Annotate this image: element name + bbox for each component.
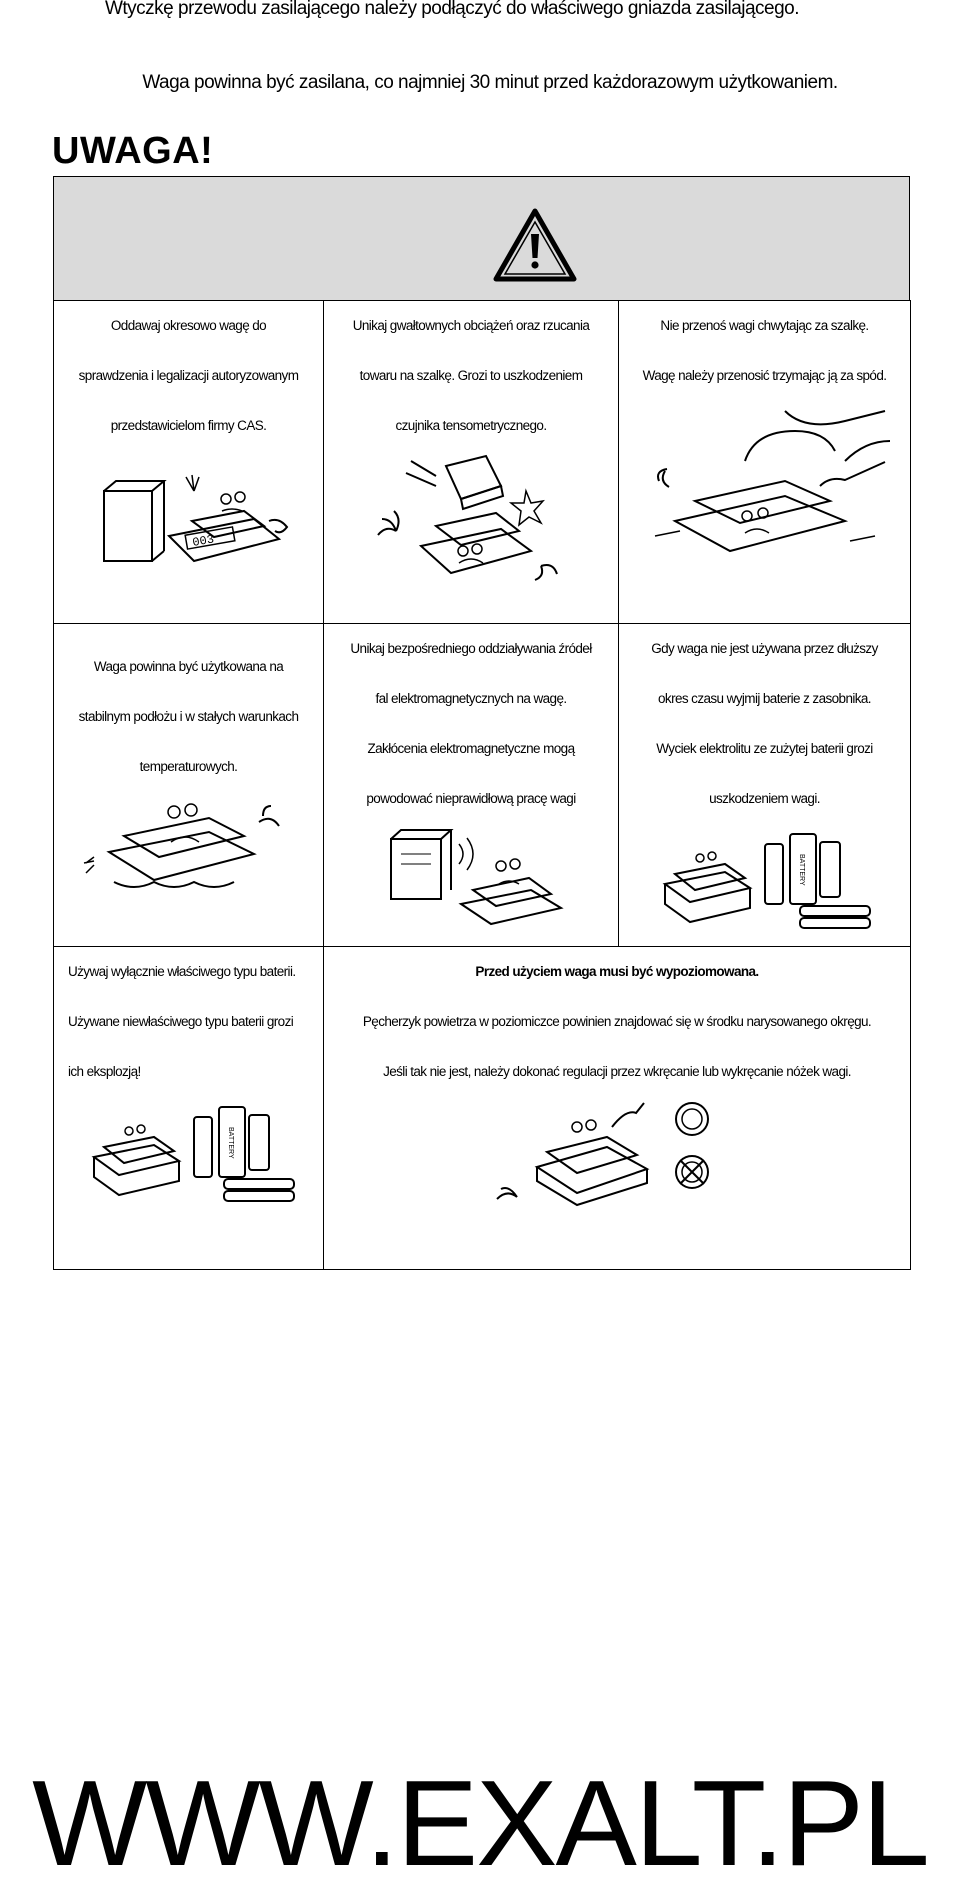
- warning-banner: [53, 176, 910, 301]
- cell-text-line: Używaj wyłącznie właściwego typu baterii.: [68, 964, 296, 979]
- warmup-note: Waga powinna być zasilana, co najmniej 30 minut przed każdorazowym użytkowaniem.: [142, 72, 838, 93]
- cell-stable-surface: [54, 624, 324, 947]
- cell-carry-properly: [619, 301, 911, 624]
- cell-calibration: [54, 301, 324, 624]
- cell-text-line: Używane niewłaściwego typu baterii grozi: [68, 1014, 294, 1029]
- cell-text-line: okres czasu wyjmij baterie z zasobnika.: [658, 691, 871, 706]
- cell-text-line: Zakłócenia elektromagnetyczne mogą: [367, 741, 575, 756]
- cell-text-line: sprawdzenia i legalizacji autoryzowanym: [78, 368, 299, 383]
- precautions-table: [53, 300, 911, 1270]
- scale-batteries-illustration: [74, 1097, 304, 1207]
- shaking-scale-illustration: [79, 792, 299, 902]
- battery-label: BATTERY: [226, 1127, 234, 1159]
- cell-text-line: powodować nieprawidłową pracę wagi: [366, 791, 576, 806]
- cell-text-line: stabilnym podłożu i w stałych warunkach: [78, 709, 299, 724]
- website-url: WWW.EXALT.PL: [32, 1755, 928, 1891]
- cell-text-line: Wagę należy przenosić trzymając ją za spód.: [642, 368, 887, 383]
- falling-box-illustration: [351, 451, 591, 601]
- cell-text-line: Unikaj bezpośredniego oddziaływania źródeł: [350, 641, 592, 656]
- warning-triangle-icon: [493, 208, 577, 282]
- cell-text-line: Unikaj gwałtownych obciążeń oraz rzucania: [352, 318, 590, 333]
- cell-text-line: Oddawaj okresowo wagę do: [110, 318, 267, 333]
- cell-text-line: Wyciek elektrolitu ze zużytej baterii grozi: [656, 741, 873, 756]
- cell-text-line: Nie przenoś wagi chwytając za szalkę.: [660, 318, 869, 333]
- cell-leveling: [324, 947, 911, 1270]
- cell-text-line: Pęcherzyk powietrza w poziomiczce powinien znajdować się w środku narysowanego okręgu.: [362, 1014, 872, 1029]
- radio-interference-illustration: [361, 824, 581, 934]
- power-plug-note: Wtyczkę przewodu zasilającego należy podłączyć do właściwego gniazda zasilającego.: [104, 0, 800, 19]
- warning-heading: UWAGA!: [52, 130, 214, 172]
- cell-remove-batteries: [619, 624, 911, 947]
- cell-text-line: uszkodzeniem wagi.: [709, 791, 820, 806]
- cell-electromagnetic: [324, 624, 619, 947]
- scale-batteries-illustration: [650, 824, 880, 934]
- cell-avoid-shock: [324, 301, 619, 624]
- leveling-illustration: [477, 1097, 757, 1217]
- cell-text-line: towaru na szalkę. Grozi to uszkodzeniem: [359, 368, 583, 383]
- cell-text-line: fal elektromagnetycznych na wagę.: [375, 691, 567, 706]
- cell-battery-type: [54, 947, 324, 1270]
- cell-text-line: Jeśli tak nie jest, należy dokonać regulacji przez wkręcanie lub wykręcanie nóżek wagi.: [383, 1064, 851, 1079]
- scale-with-box-illustration: [74, 451, 304, 581]
- lifted-by-pan-illustration: [635, 401, 895, 571]
- display-digits: 003: [190, 532, 215, 550]
- cell-text-line: Przed użyciem waga musi być wypoziomowana.: [475, 964, 759, 979]
- cell-text-line: ich eksplozją!: [68, 1064, 141, 1079]
- cell-text-line: Gdy waga nie jest używana przez dłuższy: [651, 641, 878, 656]
- cell-text-line: Waga powinna być użytkowana na: [93, 659, 284, 674]
- battery-label: BATTERY: [797, 854, 805, 886]
- cell-text-line: czujnika tensometrycznego.: [395, 418, 547, 433]
- cell-text-line: przedstawicielom firmy CAS.: [110, 418, 267, 433]
- cell-text-line: temperaturowych.: [139, 759, 238, 774]
